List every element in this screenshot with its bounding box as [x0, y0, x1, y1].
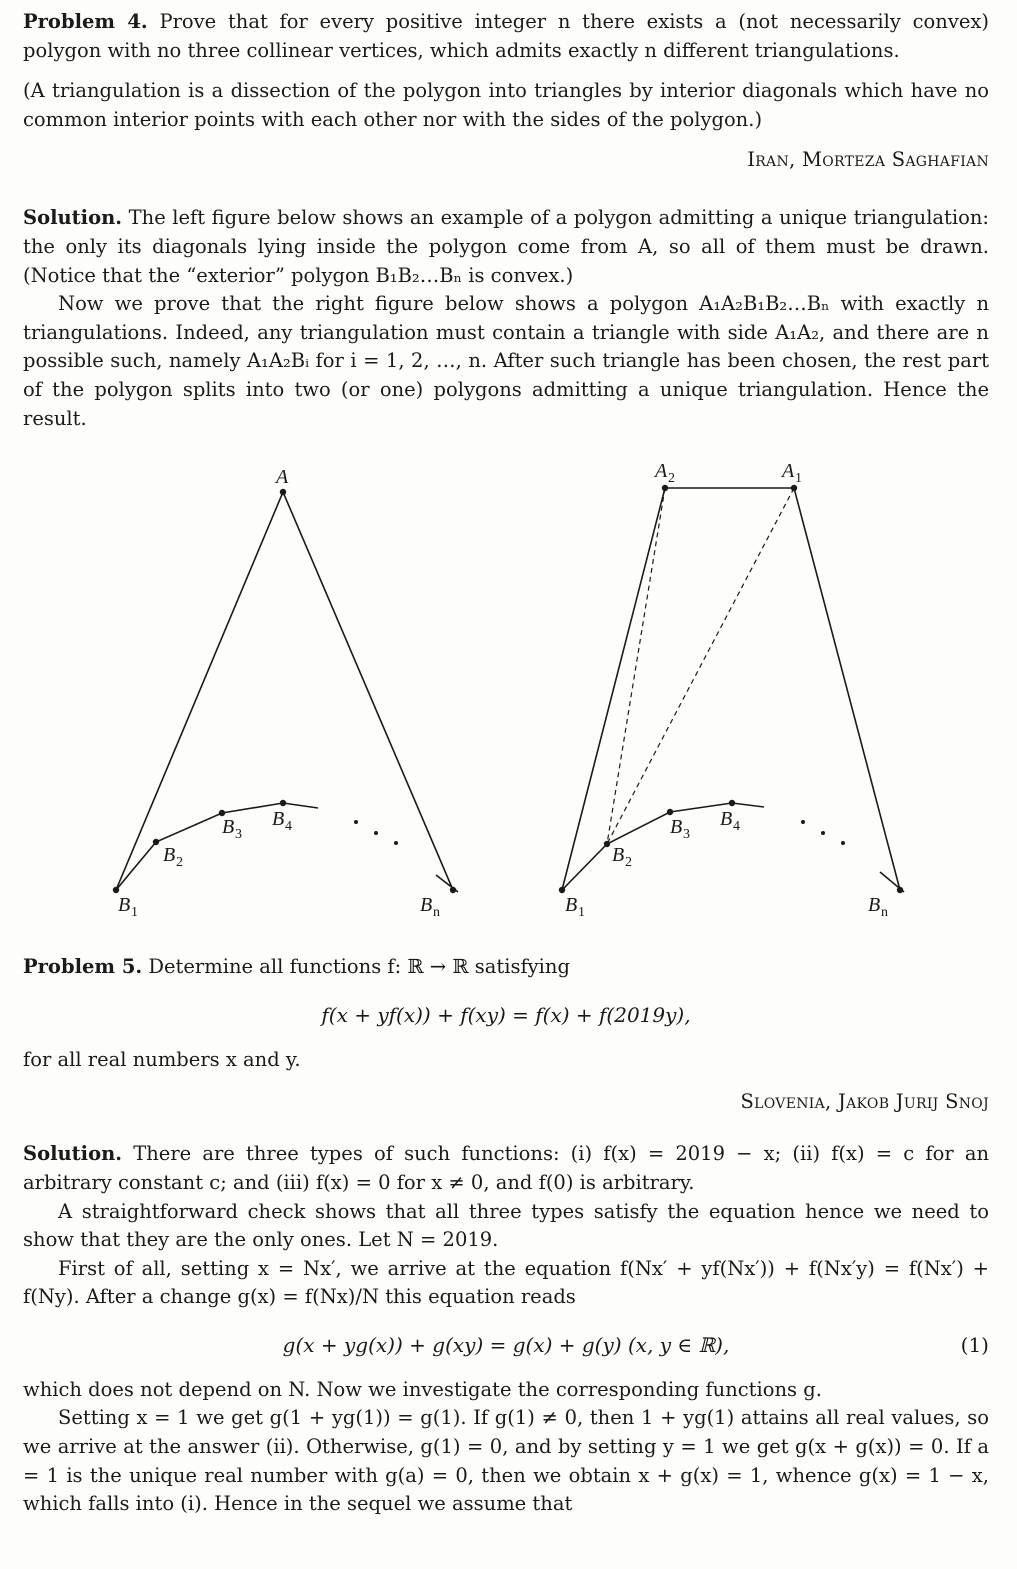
left-point-B2: [153, 839, 159, 845]
label-right-B3: B: [670, 816, 683, 839]
problem5-solution-heading: Solution.: [23, 1142, 123, 1166]
svg-text:4: 4: [733, 819, 740, 835]
left-dot-2: [374, 831, 378, 835]
problem5-statement-text: Determine all functions f: ℝ → ℝ satisfying: [148, 955, 570, 979]
problem5-solution-p1: [23, 1140, 989, 1197]
problem5-solution-p2: A straightforward check shows that all three types satisfy the equation hence we need to show that they are the only ones. Let N = 2019.: [23, 1199, 989, 1252]
svg-text:1: 1: [795, 471, 802, 487]
label-right-B4: B: [720, 808, 733, 831]
problem5-solution-p5: Setting x = 1 we get g(1 + yg(1)) = g(1). If g(1) ≠ 0, then 1 + yg(1) attains all real values, so we arrive at the answer (ii). Otherwise, g(1) = 0, and by setting y = 1 we get g(x + g(x)) = 0. If a = 1 is the unique real number with g(a) = 0, then we obtain x + g(x) = 1, whence g(x) = 1 − x, which falls into (i). Hence in the sequel we assume that: [23, 1406, 989, 1516]
problem5-solution-p3: First of all, setting x = Nx′, we arrive at the equation f(Nx′ + yf(Nx′)) + f(Nx′y) = f(Nx′) + f(Ny). After a change g(x) = f(Nx)/N this equation reads: [23, 1256, 989, 1309]
problem4-solution-text: The left figure below shows an example of a polygon admitting a unique triangulation: the only its diagonals lying inside the polygon come from A, so all of them must be drawn. (Notice that the “exterior” polygon B₁B₂…Bₙ is convex.): [23, 206, 989, 287]
label-B3: B: [222, 816, 235, 839]
equation-1-number: (1): [960, 1332, 989, 1357]
figure-right: [559, 463, 904, 920]
figure-left: [113, 466, 458, 920]
svg-text:3: 3: [683, 827, 690, 843]
diag-A2-B2: [607, 488, 665, 844]
label-B2: B: [163, 844, 176, 867]
problem4-attribution: Iran, Morteza Saghafian: [747, 148, 989, 172]
problem5-after-equation: for all real numbers x and y.: [23, 1047, 301, 1071]
svg-text:2: 2: [625, 855, 632, 871]
left-dot-3: [394, 841, 398, 845]
svg-text:n: n: [881, 905, 888, 921]
label-B4: B: [272, 808, 285, 831]
right-point-B2: [604, 841, 610, 847]
problem4-statement-text: Prove that for every positive integer n there exists a (not necessarily convex) polygon with no three collinear vertices, which admits exactly n different triangulations.: [23, 10, 990, 62]
problem5-solution-p4: which does not depend on N. Now we investigate the corresponding functions g.: [23, 1377, 822, 1401]
right-dot-1: [801, 820, 805, 824]
problem4-solution-heading: Solution.: [23, 206, 123, 230]
right-point-B3: [667, 809, 673, 815]
problem5-equation: f(x + yf(x)) + f(xy) = f(x) + f(2019y),: [321, 1002, 691, 1027]
label-right-B1: B: [565, 894, 578, 917]
right-dot-2: [821, 831, 825, 835]
document-page: [23, 8, 989, 1519]
problem4-statement: [23, 8, 989, 65]
svg-text:n: n: [433, 905, 440, 921]
label-right-B2: B: [612, 844, 625, 867]
equation-1-text: g(x + yg(x)) + g(xy) = g(x) + g(y) (x, y ∈ ℝ),: [282, 1332, 730, 1357]
problem4-heading: Problem 4.: [23, 10, 148, 33]
problem5-attribution: Slovenia, Jakob Jurij Snoj: [740, 1090, 989, 1114]
label-B1: B: [118, 894, 131, 917]
label-A2: A: [655, 463, 668, 483]
left-dot-1: [354, 820, 358, 824]
left-point-Bn: [450, 887, 456, 893]
right-dot-3: [841, 841, 845, 845]
right-point-B1: [559, 887, 565, 893]
svg-text:1: 1: [578, 905, 585, 921]
left-point-A: [280, 489, 286, 495]
problem4-solution-p2: Now we prove that the right figure below shows a polygon A₁A₂B₁B₂…Bₙ with exactly n triangulations. Indeed, any triangulation must contain a triangle with side A₁A₂, and there are n possible such, namely A₁A₂Bᵢ for i = 1, 2, …, n. After such triangle has been chosen, the rest part of the polygon splits into two (or one) polygons admitting a unique triangulation. Hence the result.: [23, 292, 989, 430]
problem4-solution-p1: [23, 204, 989, 290]
label-A: A: [276, 466, 289, 489]
problem5-heading: Problem 5.: [23, 955, 143, 979]
right-convex-chain: [562, 803, 764, 890]
problem5-solution-text: There are three types of such functions: (i) f(x) = 2019 − x; (ii) f(x) = c for an arbitrary constant c; and (iii) f(x) = 0 for x ≠ 0, and f(0) is arbitrary.: [23, 1142, 990, 1194]
label-A1: A: [782, 463, 795, 483]
svg-text:2: 2: [668, 471, 675, 487]
diag-A1-B2: [607, 488, 794, 844]
svg-text:2: 2: [176, 855, 183, 871]
svg-text:4: 4: [285, 819, 292, 835]
svg-text:1: 1: [131, 905, 138, 921]
figures: [23, 463, 989, 933]
label-Bn: B: [420, 894, 433, 917]
left-point-B1: [113, 887, 119, 893]
label-right-Bn: B: [868, 894, 881, 917]
problem5-equation-1: [23, 1330, 989, 1360]
problem4-note: (A triangulation is a dissection of the polygon into triangles by interior diagonals which have no common interior points with each other nor with the sides of the polygon.): [23, 79, 989, 131]
svg-text:3: 3: [235, 827, 242, 843]
triangulation-figures: [23, 463, 989, 933]
right-point-Bn: [897, 887, 903, 893]
right-point-B4: [729, 800, 735, 806]
left-point-B4: [280, 800, 286, 806]
problem5-statement: [23, 953, 989, 982]
